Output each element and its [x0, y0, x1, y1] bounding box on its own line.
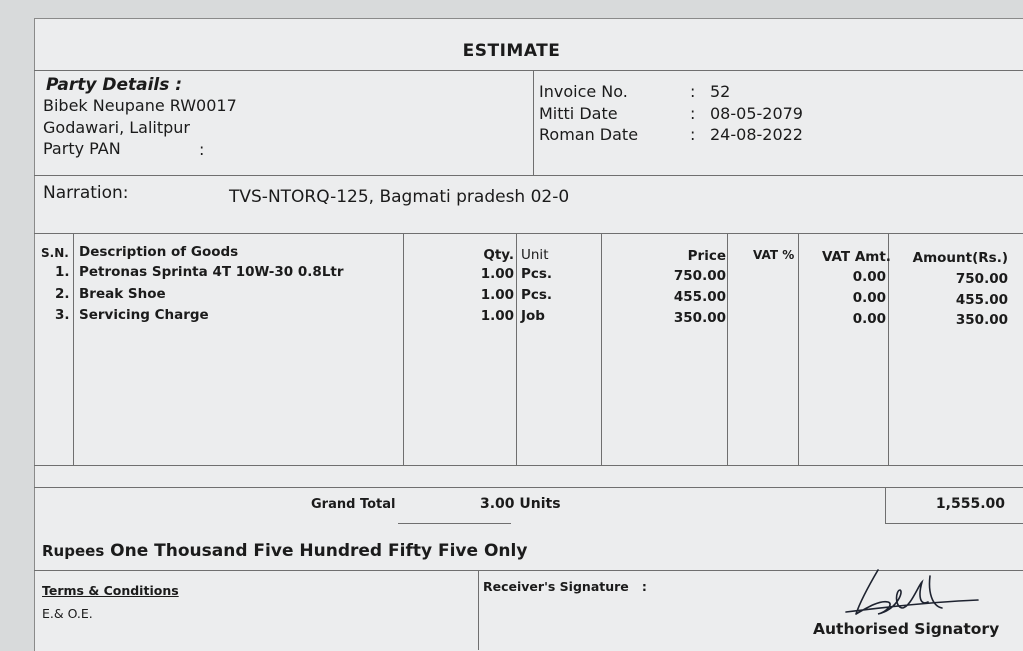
row-price: 455.00: [673, 289, 726, 305]
col-line: [601, 233, 602, 465]
row-amount: 350.00: [955, 312, 1008, 328]
row-vat-amt: 0.00: [852, 269, 886, 285]
party-invoice-divider: [533, 70, 534, 175]
table-bottom: [34, 465, 1023, 466]
col-line: [516, 233, 517, 465]
header-amount: Amount(Rs.): [912, 250, 1008, 266]
col-line: [73, 233, 74, 465]
row-unit: Job: [521, 308, 545, 324]
terms-heading: Terms & Conditions: [42, 583, 179, 598]
row-description: Petronas Sprinta 4T 10W-30 0.8Ltr: [79, 264, 344, 280]
invoice-colon: :: [690, 82, 696, 101]
amount-in-words: [42, 541, 527, 561]
document-title: ESTIMATE: [462, 41, 561, 61]
amount-box-left: [885, 487, 886, 523]
col-line: [727, 233, 728, 465]
amount-words-prefix: Rupees: [42, 542, 105, 560]
row-qty: 1.00: [480, 287, 514, 303]
row-amount: 455.00: [955, 292, 1008, 308]
grand-total-label: Grand Total: [311, 497, 396, 512]
party-address: Godawari, Lalitpur: [43, 118, 190, 137]
terms-text: E.& O.E.: [42, 606, 93, 621]
row-description: Servicing Charge: [79, 307, 209, 323]
row-vat-amt: 0.00: [852, 290, 886, 306]
narration-divider: [34, 233, 1023, 234]
receiver-signature-label: Receiver's Signature :: [483, 579, 647, 594]
narration-value: TVS-NTORQ-125, Bagmati pradesh 02-0: [229, 187, 570, 207]
authorised-signatory-label: Authorised Signatory: [813, 620, 1000, 638]
row-price: 750.00: [673, 268, 726, 284]
row-price: 350.00: [673, 310, 726, 326]
row-unit: Pcs.: [521, 266, 553, 282]
invoice-colon: :: [690, 104, 696, 123]
qty-total-underline: [398, 523, 511, 524]
col-line: [888, 233, 889, 465]
row-unit: Pcs.: [521, 287, 553, 303]
row-amount: 750.00: [955, 271, 1008, 287]
roman-date-label: Roman Date: [539, 125, 639, 144]
header-price: Price: [687, 248, 726, 264]
grand-total-qty: 3.00 Units: [480, 496, 561, 512]
row-sn: 1.: [55, 264, 70, 280]
signature-mark: [838, 562, 988, 624]
invoice-no-value: 52: [710, 82, 731, 101]
header-qty: Qty.: [483, 247, 514, 263]
header-description: Description of Goods: [79, 244, 239, 260]
row-qty: 1.00: [480, 266, 514, 282]
amount-box-bottom: [885, 523, 1023, 524]
grand-total-amount: 1,555.00: [935, 496, 1005, 512]
col-line: [798, 233, 799, 465]
party-pan-label: Party PAN: [43, 139, 121, 158]
header-unit: Unit: [521, 247, 549, 263]
row-vat-amt: 0.00: [852, 311, 886, 327]
header-vat-amt: VAT Amt.: [822, 249, 891, 265]
footer-divider: [478, 570, 479, 650]
party-divider: [34, 175, 1023, 176]
narration-label: Narration:: [43, 183, 129, 203]
mitti-date-label: Mitti Date: [539, 104, 618, 123]
row-sn: 3.: [55, 307, 70, 323]
row-qty: 1.00: [480, 308, 514, 324]
amount-words-text: One Thousand Five Hundred Fifty Five Only: [110, 541, 528, 561]
party-details-label: Party Details :: [46, 75, 183, 95]
row-description: Break Shoe: [79, 286, 166, 302]
row-sn: 2.: [55, 286, 70, 302]
header-divider: [34, 70, 1023, 71]
invoice-colon: :: [690, 125, 696, 144]
col-line: [403, 233, 404, 465]
header-vat-pct: VAT %: [753, 248, 795, 262]
invoice-no-label: Invoice No.: [539, 82, 628, 101]
mitti-date-value: 08-05-2079: [710, 104, 803, 123]
header-sn: S.N.: [41, 246, 69, 260]
party-name: Bibek Neupane RW0017: [43, 96, 237, 115]
roman-date-value: 24-08-2022: [710, 125, 803, 144]
party-pan-colon: :: [199, 140, 205, 159]
total-top: [34, 487, 1023, 488]
